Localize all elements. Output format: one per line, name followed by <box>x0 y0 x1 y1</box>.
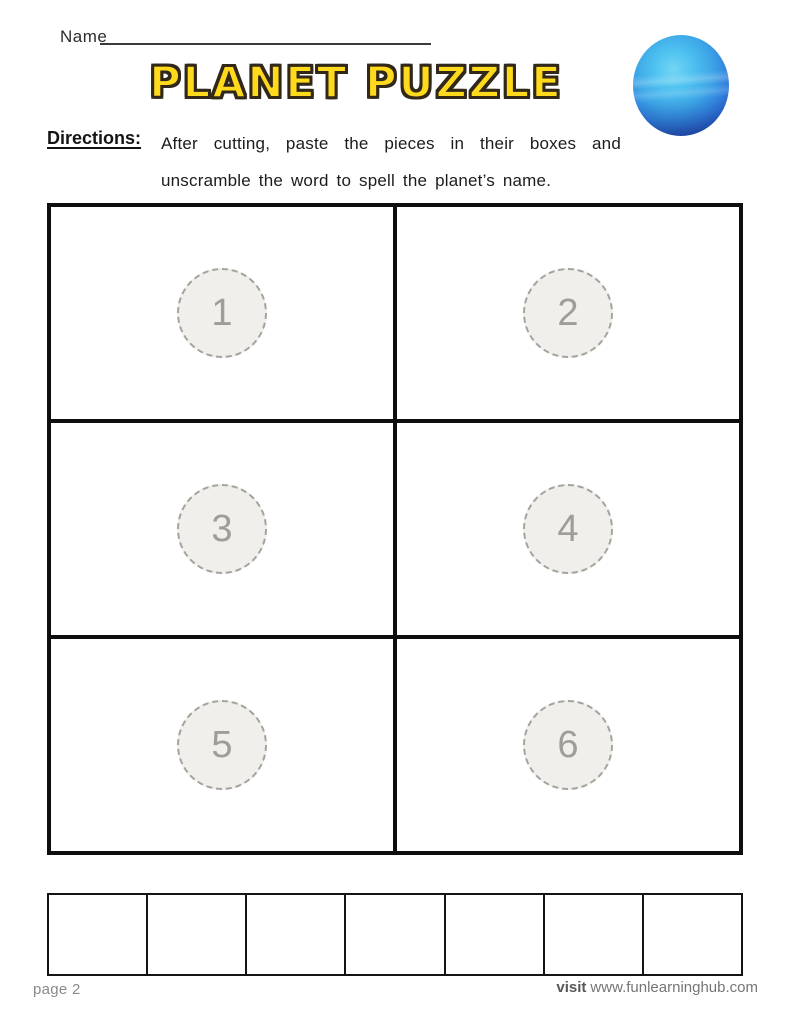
puzzle-cell-1 <box>49 205 395 421</box>
puzzle-cell-5 <box>49 637 395 853</box>
piece-number-circle-4: 4 <box>523 484 613 574</box>
planet-cloud-bands <box>633 35 729 136</box>
piece-number-circle-1: 1 <box>177 268 267 358</box>
answer-letter-row <box>47 893 743 976</box>
puzzle-cell-3 <box>49 421 395 637</box>
directions-text <box>161 125 621 199</box>
name-label: Name <box>60 27 108 46</box>
footer-url: www.funlearninghub.com <box>590 979 758 996</box>
puzzle-cell-2 <box>395 205 741 421</box>
puzzle-grid <box>47 203 743 855</box>
piece-number-circle-2: 2 <box>523 268 613 358</box>
puzzle-cell-4 <box>395 421 741 637</box>
neptune-planet-image <box>633 35 729 136</box>
footer-visit-label: visit <box>556 979 587 996</box>
answer-letter-box-6 <box>543 893 644 976</box>
answer-letter-box-2 <box>146 893 247 976</box>
puzzle-cell-6 <box>395 637 741 853</box>
name-write-line <box>100 24 431 45</box>
footer-website <box>556 979 758 996</box>
directions-line-2: unscramble the word to spell the planet’s name. <box>161 171 552 190</box>
directions-label: Directions: <box>47 128 142 148</box>
answer-letter-box-1 <box>47 893 148 976</box>
piece-number-circle-6: 6 <box>523 700 613 790</box>
answer-letter-box-5 <box>444 893 545 976</box>
answer-letter-box-7 <box>642 893 743 976</box>
answer-letter-box-4 <box>344 893 445 976</box>
page-number: page 2 <box>33 981 81 998</box>
answer-letter-box-3 <box>245 893 346 976</box>
piece-number-circle-5: 5 <box>177 700 267 790</box>
piece-number-circle-3: 3 <box>177 484 267 574</box>
page-title: PLANET PUZZLE <box>149 58 563 108</box>
directions-line-1: After cutting, paste the pieces in their boxes and <box>161 134 621 153</box>
